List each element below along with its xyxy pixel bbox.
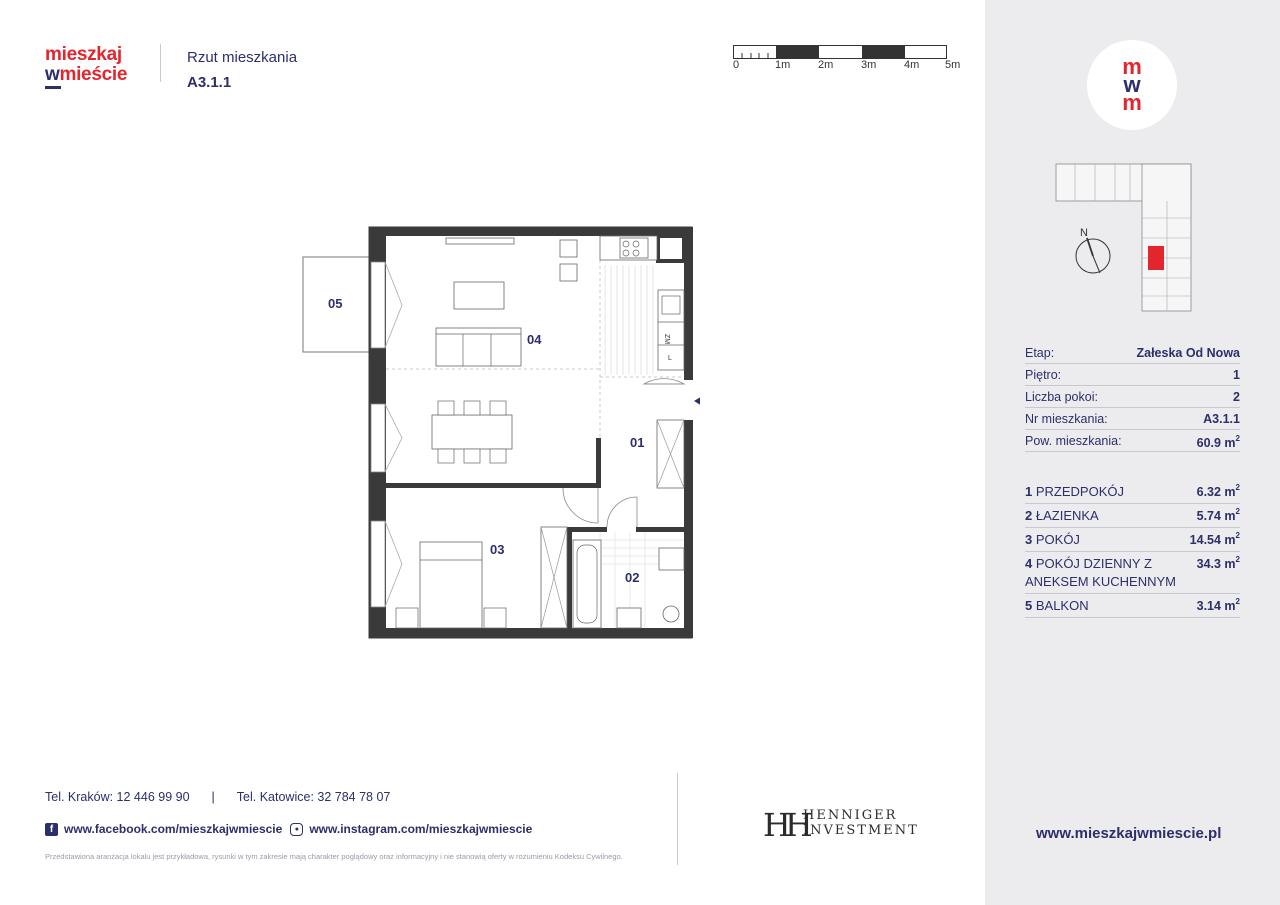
room-name: PRZEDPOKÓJ	[1035, 484, 1124, 499]
nightstand	[484, 608, 506, 628]
entry-door-swing	[644, 379, 684, 384]
room-area-sup: 2	[1235, 597, 1240, 606]
room-area-sup: 2	[1235, 531, 1240, 540]
social-links	[45, 822, 532, 836]
fixture-label-l: L	[668, 355, 672, 362]
window-swing	[385, 262, 402, 348]
info-label: Piętro:	[1025, 368, 1062, 382]
washbasin	[617, 608, 641, 628]
room-number: 3	[1025, 532, 1033, 547]
scale-segment	[776, 46, 819, 58]
room-label-05: 05	[328, 296, 343, 311]
room-label-03: 03	[490, 542, 505, 557]
room-name: POKÓJ DZIENNY Z ANEKSEM KUCHENNYM	[1025, 556, 1176, 589]
apartment-code: A3.1.1	[187, 74, 232, 91]
room-area-value: 6.32 m	[1196, 485, 1236, 499]
stool	[560, 240, 577, 257]
site-map	[1050, 158, 1200, 318]
scale-segment	[862, 46, 905, 58]
building-side-wing	[1142, 164, 1191, 311]
room-area-sup: 2	[1235, 483, 1240, 492]
henniger-name-line1: HENNIGER	[803, 808, 898, 823]
wall-bedroom-top	[386, 483, 599, 488]
wall-top	[369, 227, 692, 236]
room-area	[1197, 555, 1240, 571]
chair	[438, 449, 454, 463]
nightstand	[396, 608, 418, 628]
instagram-link[interactable]: www.instagram.com/mieszkajwmiescie	[309, 822, 533, 836]
info-label: Pow. mieszkania:	[1025, 434, 1122, 448]
logo-w: w	[45, 64, 60, 85]
wall-right	[684, 227, 693, 638]
scale-segment	[905, 46, 946, 58]
info-label: Etap:	[1025, 346, 1055, 360]
logo-line2-rest: mieście	[59, 64, 128, 85]
info-value: Załeska Od Nowa	[1136, 346, 1240, 360]
room-area-sup: 2	[1235, 507, 1240, 516]
header-divider	[160, 44, 161, 82]
area-value: 60.9 m	[1196, 436, 1236, 450]
room-number: 2	[1025, 508, 1033, 523]
room-area-value: 14.54 m	[1189, 533, 1236, 547]
room-number: 1	[1025, 484, 1033, 499]
room-name: BALKON	[1035, 598, 1089, 613]
scale-segment-first	[734, 46, 776, 58]
info-value	[1197, 434, 1240, 450]
page-title: Rzut mieszkania	[187, 49, 298, 66]
info-row-rooms	[1025, 386, 1240, 408]
disclaimer: Przedstawiona aranżacja lokalu jest przykładowa, rysunki w tym zakresie mają charakter poglądowy oraz informacyjny i nie stanowią oferty w rozumieniu Kodeksu Cywilnego.	[45, 852, 623, 861]
facebook-icon: f	[45, 823, 58, 836]
phone-krakow[interactable]: Tel. Kraków: 12 446 99 90	[45, 790, 190, 804]
wall-bath-top-right	[636, 527, 686, 532]
logo-underline	[45, 86, 61, 89]
phone-divider: |	[211, 790, 215, 804]
scale-segment	[819, 46, 862, 58]
scale-label: 4m	[904, 59, 920, 71]
window	[371, 404, 385, 472]
bathroom-door-swing	[607, 497, 637, 527]
dining-table	[432, 415, 512, 449]
wall-bath-left	[567, 527, 572, 632]
logo-line1: mieszkaj	[45, 44, 122, 65]
window	[371, 262, 385, 348]
window-swing	[385, 404, 402, 472]
bedroom-door-swing	[563, 488, 598, 523]
scale-label: 3m	[861, 59, 877, 71]
room-row-1	[1025, 480, 1240, 504]
phone-katowice[interactable]: Tel. Katowice: 32 784 78 07	[236, 790, 391, 804]
window	[371, 521, 385, 607]
shaft	[658, 236, 684, 261]
brand-logo	[45, 45, 127, 85]
chair	[464, 449, 480, 463]
chair	[490, 449, 506, 463]
room-label	[1025, 555, 1185, 591]
kitchen-floor	[605, 265, 653, 375]
henniger-name-line2: INVESTMENT	[803, 823, 919, 838]
info-label: Liczba pokoi:	[1025, 390, 1098, 404]
scale-labels	[727, 59, 967, 73]
info-value: 1	[1233, 368, 1240, 382]
footer-divider	[677, 773, 678, 865]
room-number: 5	[1025, 598, 1033, 613]
bed	[420, 542, 482, 628]
scale-bar	[733, 45, 947, 59]
mwm-logo-line2: w	[1123, 72, 1141, 97]
facebook-link[interactable]: www.facebook.com/mieszkajwmiescie	[64, 822, 283, 836]
floor-plan	[300, 225, 700, 645]
scale-label: 0	[733, 59, 740, 71]
website-link[interactable]: www.mieszkajwmiescie.pl	[1036, 825, 1222, 842]
room-label-01: 01	[630, 435, 645, 450]
room-area	[1197, 597, 1240, 613]
window-swing	[385, 521, 402, 607]
info-value: 2	[1233, 390, 1240, 404]
info-row-stage	[1025, 342, 1240, 364]
room-area-value: 3.14 m	[1196, 599, 1236, 613]
mwm-logo-line1: m	[1122, 54, 1142, 79]
chair	[438, 401, 454, 415]
info-panel	[985, 0, 1280, 905]
room-area	[1190, 531, 1240, 547]
room-row-4	[1025, 552, 1240, 594]
scale-ticks	[734, 47, 776, 59]
entry-opening	[684, 380, 693, 420]
stool	[560, 264, 577, 281]
room-name: POKÓJ	[1035, 532, 1080, 547]
mwm-logo-line3: m	[1122, 90, 1142, 115]
room-label	[1025, 597, 1185, 615]
room-name: ŁAZIENKA	[1035, 508, 1099, 523]
room-label-02: 02	[625, 570, 640, 585]
room-label	[1025, 507, 1185, 525]
room-area-value: 5.74 m	[1196, 509, 1236, 523]
apartment-location-marker	[1148, 246, 1164, 270]
scale-label: 5m	[945, 59, 961, 71]
compass-north-label: N	[1080, 227, 1088, 239]
info-value: A3.1.1	[1203, 412, 1240, 426]
info-row-floor	[1025, 364, 1240, 386]
scale-label: 2m	[818, 59, 834, 71]
tv-cabinet	[446, 238, 514, 244]
logo-line2	[45, 65, 127, 85]
instagram-icon: ●	[290, 823, 303, 836]
room-row-3	[1025, 528, 1240, 552]
room-area	[1197, 483, 1240, 499]
room-row-5	[1025, 594, 1240, 618]
info-row-apartment-no	[1025, 408, 1240, 430]
room-number: 4	[1025, 556, 1033, 571]
washing-machine	[659, 548, 684, 570]
room-area-value: 34.3 m	[1196, 557, 1236, 571]
coffee-table	[454, 282, 504, 309]
room-area-sup: 2	[1235, 555, 1240, 564]
wall-bottom	[369, 628, 692, 638]
chair	[464, 401, 480, 415]
room-area	[1197, 507, 1240, 523]
outer-boundary	[369, 227, 692, 638]
toilet	[663, 606, 679, 622]
phone-numbers	[45, 790, 390, 804]
henniger-logo-icon: HH	[763, 806, 807, 844]
mwm-logo	[1087, 40, 1177, 130]
entry-arrow-icon	[694, 395, 700, 407]
info-row-area	[1025, 430, 1240, 452]
room-label	[1025, 483, 1185, 501]
room-row-2	[1025, 504, 1240, 528]
sink	[662, 296, 680, 314]
wall-bath-top	[567, 527, 607, 532]
area-unit-sup: 2	[1235, 434, 1240, 443]
wall-hall	[596, 438, 601, 488]
room-label-04: 04	[527, 332, 542, 347]
room-label	[1025, 531, 1185, 549]
chair	[490, 401, 506, 415]
fixture-label-fridge: ZM	[663, 334, 670, 345]
info-label: Nr mieszkania:	[1025, 412, 1108, 426]
scale-label: 1m	[775, 59, 791, 71]
